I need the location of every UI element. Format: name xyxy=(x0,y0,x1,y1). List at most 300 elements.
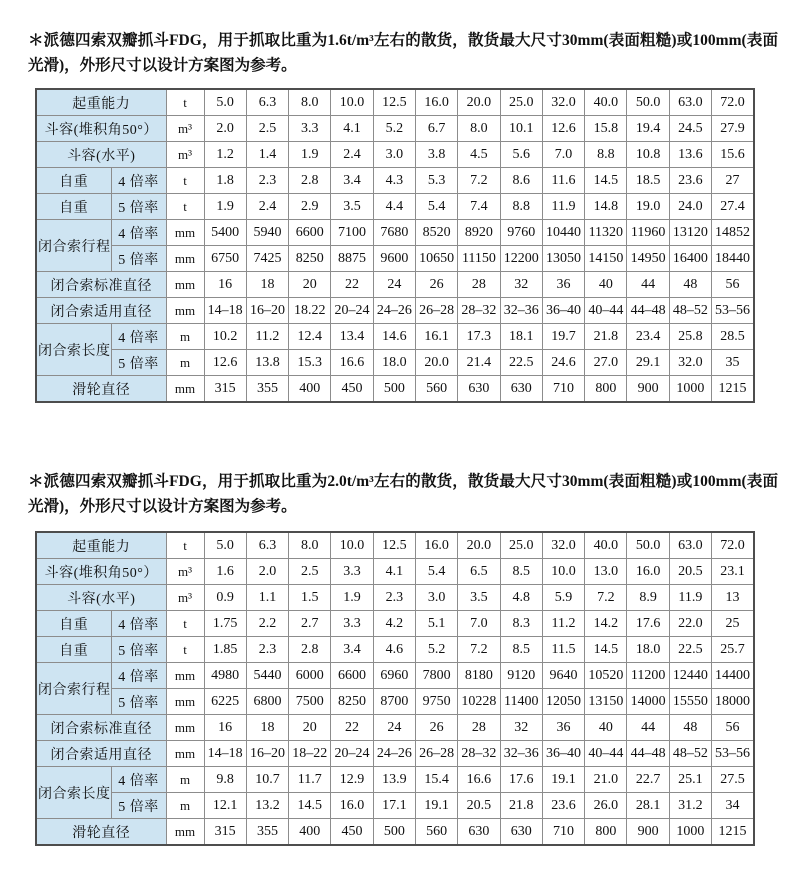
value-cell: 18 xyxy=(246,272,288,298)
value-cell: 2.4 xyxy=(331,142,373,168)
value-cell: 50.0 xyxy=(627,89,669,116)
value-cell: 15.3 xyxy=(289,350,331,376)
row-unit: mm xyxy=(166,715,204,741)
value-cell: 21.4 xyxy=(458,350,500,376)
value-cell: 44 xyxy=(627,715,669,741)
value-cell: 12.6 xyxy=(542,116,584,142)
row-sublabel: 5 倍率 xyxy=(111,246,166,272)
value-cell: 1.6 xyxy=(204,559,246,585)
value-cell: 11.2 xyxy=(542,611,584,637)
value-cell: 32.0 xyxy=(669,350,711,376)
value-cell: 16.0 xyxy=(415,532,457,559)
value-cell: 1215 xyxy=(712,819,754,846)
value-cell: 11960 xyxy=(627,220,669,246)
value-cell: 3.3 xyxy=(331,559,373,585)
value-cell: 2.9 xyxy=(289,194,331,220)
value-cell: 19.1 xyxy=(415,793,457,819)
value-cell: 1000 xyxy=(669,376,711,403)
value-cell: 1.75 xyxy=(204,611,246,637)
value-cell: 20.5 xyxy=(669,559,711,585)
row-unit: t xyxy=(166,168,204,194)
row-label: 斗容(水平) xyxy=(36,142,166,168)
value-cell: 800 xyxy=(585,376,627,403)
value-cell: 22 xyxy=(331,715,373,741)
value-cell: 23.6 xyxy=(542,793,584,819)
table-row xyxy=(36,559,754,585)
value-cell: 12.6 xyxy=(204,350,246,376)
value-cell: 6600 xyxy=(331,663,373,689)
value-cell: 6600 xyxy=(289,220,331,246)
value-cell: 1.85 xyxy=(204,637,246,663)
value-cell: 12.5 xyxy=(373,532,415,559)
value-cell: 2.8 xyxy=(289,637,331,663)
value-cell: 14.8 xyxy=(585,194,627,220)
row-unit: mm xyxy=(166,741,204,767)
value-cell: 4.3 xyxy=(373,168,415,194)
value-cell: 25.1 xyxy=(669,767,711,793)
value-cell: 20–24 xyxy=(331,298,373,324)
value-cell: 9750 xyxy=(415,689,457,715)
value-cell: 40–44 xyxy=(585,741,627,767)
value-cell: 1.9 xyxy=(331,585,373,611)
value-cell: 1215 xyxy=(712,376,754,403)
value-cell: 18000 xyxy=(712,689,754,715)
value-cell: 400 xyxy=(289,819,331,846)
value-cell: 40 xyxy=(585,272,627,298)
value-cell: 710 xyxy=(542,376,584,403)
value-cell: 19.1 xyxy=(542,767,584,793)
row-unit: mm xyxy=(166,819,204,846)
table-row xyxy=(36,532,754,559)
value-cell: 18.22 xyxy=(289,298,331,324)
value-cell: 7425 xyxy=(246,246,288,272)
value-cell: 630 xyxy=(458,819,500,846)
value-cell: 7.2 xyxy=(458,168,500,194)
value-cell: 36–40 xyxy=(542,741,584,767)
value-cell: 34 xyxy=(712,793,754,819)
row-label: 起重能力 xyxy=(36,532,166,559)
value-cell: 12200 xyxy=(500,246,542,272)
value-cell: 72.0 xyxy=(712,532,754,559)
value-cell: 560 xyxy=(415,376,457,403)
value-cell: 9600 xyxy=(373,246,415,272)
value-cell: 9640 xyxy=(542,663,584,689)
value-cell: 4.5 xyxy=(458,142,500,168)
row-unit: mm xyxy=(166,220,204,246)
value-cell: 6.3 xyxy=(246,89,288,116)
value-cell: 9760 xyxy=(500,220,542,246)
value-cell: 63.0 xyxy=(669,89,711,116)
value-cell: 16 xyxy=(204,272,246,298)
value-cell: 14.6 xyxy=(373,324,415,350)
value-cell: 14.5 xyxy=(585,637,627,663)
value-cell: 14–18 xyxy=(204,741,246,767)
row-sublabel: 4 倍率 xyxy=(111,663,166,689)
value-cell: 8250 xyxy=(331,689,373,715)
value-cell: 2.3 xyxy=(373,585,415,611)
value-cell: 26–28 xyxy=(415,298,457,324)
value-cell: 13.9 xyxy=(373,767,415,793)
row-label: 滑轮直径 xyxy=(36,376,166,403)
value-cell: 400 xyxy=(289,376,331,403)
value-cell: 32 xyxy=(500,715,542,741)
value-cell: 630 xyxy=(458,376,500,403)
value-cell: 18–22 xyxy=(289,741,331,767)
value-cell: 28.1 xyxy=(627,793,669,819)
row-unit: m xyxy=(166,793,204,819)
value-cell: 15550 xyxy=(669,689,711,715)
value-cell: 28–32 xyxy=(458,741,500,767)
value-cell: 11320 xyxy=(585,220,627,246)
value-cell: 24.6 xyxy=(542,350,584,376)
value-cell: 25 xyxy=(712,611,754,637)
value-cell: 56 xyxy=(712,272,754,298)
value-cell: 5400 xyxy=(204,220,246,246)
value-cell: 16.0 xyxy=(415,89,457,116)
value-cell: 450 xyxy=(331,819,373,846)
table-row xyxy=(36,220,754,246)
value-cell: 13120 xyxy=(669,220,711,246)
value-cell: 3.3 xyxy=(331,611,373,637)
value-cell: 14.5 xyxy=(289,793,331,819)
value-cell: 16.0 xyxy=(331,793,373,819)
value-cell: 15.8 xyxy=(585,116,627,142)
value-cell: 17.3 xyxy=(458,324,500,350)
value-cell: 8250 xyxy=(289,246,331,272)
value-cell: 5440 xyxy=(246,663,288,689)
row-unit: t xyxy=(166,611,204,637)
row-sublabel: 5 倍率 xyxy=(111,793,166,819)
value-cell: 710 xyxy=(542,819,584,846)
row-sublabel: 5 倍率 xyxy=(111,689,166,715)
value-cell: 18.0 xyxy=(627,637,669,663)
value-cell: 11.2 xyxy=(246,324,288,350)
value-cell: 13.4 xyxy=(331,324,373,350)
value-cell: 24–26 xyxy=(373,741,415,767)
row-label: 闭合索长度 xyxy=(36,324,111,376)
value-cell: 1000 xyxy=(669,819,711,846)
value-cell: 8.5 xyxy=(500,559,542,585)
row-unit: m xyxy=(166,767,204,793)
value-cell: 5.2 xyxy=(415,637,457,663)
value-cell: 24 xyxy=(373,715,415,741)
row-unit: m xyxy=(166,324,204,350)
row-unit: t xyxy=(166,532,204,559)
value-cell: 7.2 xyxy=(458,637,500,663)
intro-paragraph-2: ＊派德四索双瓣抓斗FDG，用于抓取比重为2.0t/m³左右的散货，散货最大尺寸30mm(表面粗糙)或100mm(表面光滑)，外形尺寸以设计方案图为参考。 xyxy=(28,473,778,515)
value-cell: 5.4 xyxy=(415,559,457,585)
value-cell: 8920 xyxy=(458,220,500,246)
value-cell: 900 xyxy=(627,819,669,846)
row-sublabel: 5 倍率 xyxy=(111,350,166,376)
value-cell: 8.0 xyxy=(289,89,331,116)
value-cell: 48 xyxy=(669,715,711,741)
value-cell: 24 xyxy=(373,272,415,298)
value-cell: 24.5 xyxy=(669,116,711,142)
value-cell: 26 xyxy=(415,715,457,741)
table-row xyxy=(36,376,754,403)
value-cell: 27.4 xyxy=(712,194,754,220)
value-cell: 1.4 xyxy=(246,142,288,168)
row-unit: m³ xyxy=(166,559,204,585)
value-cell: 12.1 xyxy=(204,793,246,819)
value-cell: 19.4 xyxy=(627,116,669,142)
value-cell: 5.3 xyxy=(415,168,457,194)
table-row xyxy=(36,637,754,663)
row-label: 闭合索行程 xyxy=(36,663,111,715)
row-label: 滑轮直径 xyxy=(36,819,166,846)
value-cell: 36–40 xyxy=(542,298,584,324)
value-cell: 2.0 xyxy=(246,559,288,585)
table-row xyxy=(36,741,754,767)
row-sublabel: 4 倍率 xyxy=(111,168,166,194)
value-cell: 11.9 xyxy=(669,585,711,611)
value-cell: 27.5 xyxy=(712,767,754,793)
value-cell: 32 xyxy=(500,272,542,298)
value-cell: 15.4 xyxy=(415,767,457,793)
value-cell: 6.5 xyxy=(458,559,500,585)
value-cell: 7.0 xyxy=(542,142,584,168)
value-cell: 32–36 xyxy=(500,741,542,767)
value-cell: 53–56 xyxy=(712,741,754,767)
value-cell: 3.0 xyxy=(415,585,457,611)
value-cell: 4.1 xyxy=(331,116,373,142)
row-label: 斗容(堆积角50°） xyxy=(36,559,166,585)
row-label: 斗容(水平) xyxy=(36,585,166,611)
value-cell: 35 xyxy=(712,350,754,376)
value-cell: 20 xyxy=(289,272,331,298)
value-cell: 28–32 xyxy=(458,298,500,324)
table-row xyxy=(36,663,754,689)
value-cell: 8875 xyxy=(331,246,373,272)
row-label: 自重 xyxy=(36,611,111,637)
value-cell: 3.4 xyxy=(331,168,373,194)
value-cell: 2.0 xyxy=(204,116,246,142)
value-cell: 2.3 xyxy=(246,168,288,194)
value-cell: 13.6 xyxy=(669,142,711,168)
value-cell: 7800 xyxy=(415,663,457,689)
row-sublabel: 4 倍率 xyxy=(111,767,166,793)
row-label: 闭合索适用直径 xyxy=(36,298,166,324)
value-cell: 21.8 xyxy=(585,324,627,350)
value-cell: 11.5 xyxy=(542,637,584,663)
value-cell: 40.0 xyxy=(585,89,627,116)
value-cell: 5.0 xyxy=(204,89,246,116)
value-cell: 9120 xyxy=(500,663,542,689)
value-cell: 900 xyxy=(627,376,669,403)
value-cell: 10.2 xyxy=(204,324,246,350)
value-cell: 4.1 xyxy=(373,559,415,585)
value-cell: 10.7 xyxy=(246,767,288,793)
value-cell: 32.0 xyxy=(542,89,584,116)
table-row xyxy=(36,89,754,116)
row-label: 闭合索长度 xyxy=(36,767,111,819)
row-label: 自重 xyxy=(36,194,111,220)
value-cell: 20 xyxy=(289,715,331,741)
value-cell: 3.0 xyxy=(373,142,415,168)
value-cell: 20.5 xyxy=(458,793,500,819)
value-cell: 10.8 xyxy=(627,142,669,168)
value-cell: 5940 xyxy=(246,220,288,246)
value-cell: 2.2 xyxy=(246,611,288,637)
value-cell: 16400 xyxy=(669,246,711,272)
value-cell: 25.8 xyxy=(669,324,711,350)
value-cell: 20.0 xyxy=(415,350,457,376)
value-cell: 1.5 xyxy=(289,585,331,611)
value-cell: 2.7 xyxy=(289,611,331,637)
value-cell: 16 xyxy=(204,715,246,741)
value-cell: 5.1 xyxy=(415,611,457,637)
value-cell: 8.8 xyxy=(585,142,627,168)
value-cell: 14852 xyxy=(712,220,754,246)
value-cell: 10650 xyxy=(415,246,457,272)
value-cell: 27 xyxy=(712,168,754,194)
value-cell: 12440 xyxy=(669,663,711,689)
value-cell: 13150 xyxy=(585,689,627,715)
value-cell: 18440 xyxy=(712,246,754,272)
value-cell: 18.5 xyxy=(627,168,669,194)
value-cell: 1.9 xyxy=(289,142,331,168)
value-cell: 48 xyxy=(669,272,711,298)
value-cell: 5.2 xyxy=(373,116,415,142)
value-cell: 4.2 xyxy=(373,611,415,637)
value-cell: 24–26 xyxy=(373,298,415,324)
table-row xyxy=(36,767,754,793)
row-unit: t xyxy=(166,637,204,663)
value-cell: 19.7 xyxy=(542,324,584,350)
value-cell: 8180 xyxy=(458,663,500,689)
value-cell: 7.4 xyxy=(458,194,500,220)
value-cell: 7100 xyxy=(331,220,373,246)
value-cell: 315 xyxy=(204,819,246,846)
value-cell: 10.0 xyxy=(331,532,373,559)
value-cell: 36 xyxy=(542,272,584,298)
value-cell: 44–48 xyxy=(627,298,669,324)
row-unit: t xyxy=(166,194,204,220)
value-cell: 7.0 xyxy=(458,611,500,637)
value-cell: 2.8 xyxy=(289,168,331,194)
value-cell: 1.2 xyxy=(204,142,246,168)
value-cell: 500 xyxy=(373,819,415,846)
value-cell: 1.8 xyxy=(204,168,246,194)
value-cell: 14.2 xyxy=(585,611,627,637)
value-cell: 6.7 xyxy=(415,116,457,142)
table-row xyxy=(36,246,754,272)
value-cell: 16.0 xyxy=(627,559,669,585)
value-cell: 5.0 xyxy=(204,532,246,559)
row-label: 斗容(堆积角50°） xyxy=(36,116,166,142)
value-cell: 9.8 xyxy=(204,767,246,793)
table-row xyxy=(36,142,754,168)
value-cell: 22 xyxy=(331,272,373,298)
value-cell: 27.9 xyxy=(712,116,754,142)
value-cell: 14400 xyxy=(712,663,754,689)
value-cell: 16.6 xyxy=(331,350,373,376)
row-sublabel: 4 倍率 xyxy=(111,324,166,350)
value-cell: 630 xyxy=(500,376,542,403)
value-cell: 11150 xyxy=(458,246,500,272)
value-cell: 11200 xyxy=(627,663,669,689)
value-cell: 4980 xyxy=(204,663,246,689)
value-cell: 26.0 xyxy=(585,793,627,819)
value-cell: 23.4 xyxy=(627,324,669,350)
value-cell: 50.0 xyxy=(627,532,669,559)
value-cell: 6960 xyxy=(373,663,415,689)
value-cell: 7.2 xyxy=(585,585,627,611)
value-cell: 22.5 xyxy=(500,350,542,376)
value-cell: 22.0 xyxy=(669,611,711,637)
row-label: 闭合索行程 xyxy=(36,220,111,272)
value-cell: 10520 xyxy=(585,663,627,689)
value-cell: 31.2 xyxy=(669,793,711,819)
row-unit: mm xyxy=(166,663,204,689)
value-cell: 14.5 xyxy=(585,168,627,194)
table-row xyxy=(36,350,754,376)
value-cell: 11.6 xyxy=(542,168,584,194)
row-unit: mm xyxy=(166,376,204,403)
value-cell: 6.3 xyxy=(246,532,288,559)
value-cell: 16.1 xyxy=(415,324,457,350)
value-cell: 25.0 xyxy=(500,532,542,559)
value-cell: 450 xyxy=(331,376,373,403)
value-cell: 44–48 xyxy=(627,741,669,767)
row-label: 闭合索适用直径 xyxy=(36,741,166,767)
value-cell: 48–52 xyxy=(669,741,711,767)
value-cell: 5.6 xyxy=(500,142,542,168)
value-cell: 11.9 xyxy=(542,194,584,220)
value-cell: 53–56 xyxy=(712,298,754,324)
value-cell: 40.0 xyxy=(585,532,627,559)
value-cell: 2.5 xyxy=(289,559,331,585)
value-cell: 2.4 xyxy=(246,194,288,220)
value-cell: 22.5 xyxy=(669,637,711,663)
value-cell: 18.0 xyxy=(373,350,415,376)
row-unit: mm xyxy=(166,272,204,298)
value-cell: 2.3 xyxy=(246,637,288,663)
value-cell: 6800 xyxy=(246,689,288,715)
value-cell: 27.0 xyxy=(585,350,627,376)
spec-table-2 xyxy=(35,531,755,846)
value-cell: 15.6 xyxy=(712,142,754,168)
value-cell: 7500 xyxy=(289,689,331,715)
value-cell: 21.8 xyxy=(500,793,542,819)
value-cell: 8520 xyxy=(415,220,457,246)
value-cell: 1.9 xyxy=(204,194,246,220)
table-row xyxy=(36,715,754,741)
value-cell: 4.8 xyxy=(500,585,542,611)
table-row xyxy=(36,585,754,611)
value-cell: 16–20 xyxy=(246,741,288,767)
table-row xyxy=(36,116,754,142)
value-cell: 2.5 xyxy=(246,116,288,142)
value-cell: 16.6 xyxy=(458,767,500,793)
value-cell: 32–36 xyxy=(500,298,542,324)
value-cell: 3.3 xyxy=(289,116,331,142)
value-cell: 19.0 xyxy=(627,194,669,220)
value-cell: 1.1 xyxy=(246,585,288,611)
value-cell: 355 xyxy=(246,376,288,403)
value-cell: 13 xyxy=(712,585,754,611)
value-cell: 28 xyxy=(458,272,500,298)
table-row xyxy=(36,793,754,819)
value-cell: 48–52 xyxy=(669,298,711,324)
row-label: 自重 xyxy=(36,637,111,663)
row-sublabel: 4 倍率 xyxy=(111,611,166,637)
value-cell: 8.5 xyxy=(500,637,542,663)
value-cell: 3.5 xyxy=(458,585,500,611)
value-cell: 355 xyxy=(246,819,288,846)
value-cell: 11400 xyxy=(500,689,542,715)
